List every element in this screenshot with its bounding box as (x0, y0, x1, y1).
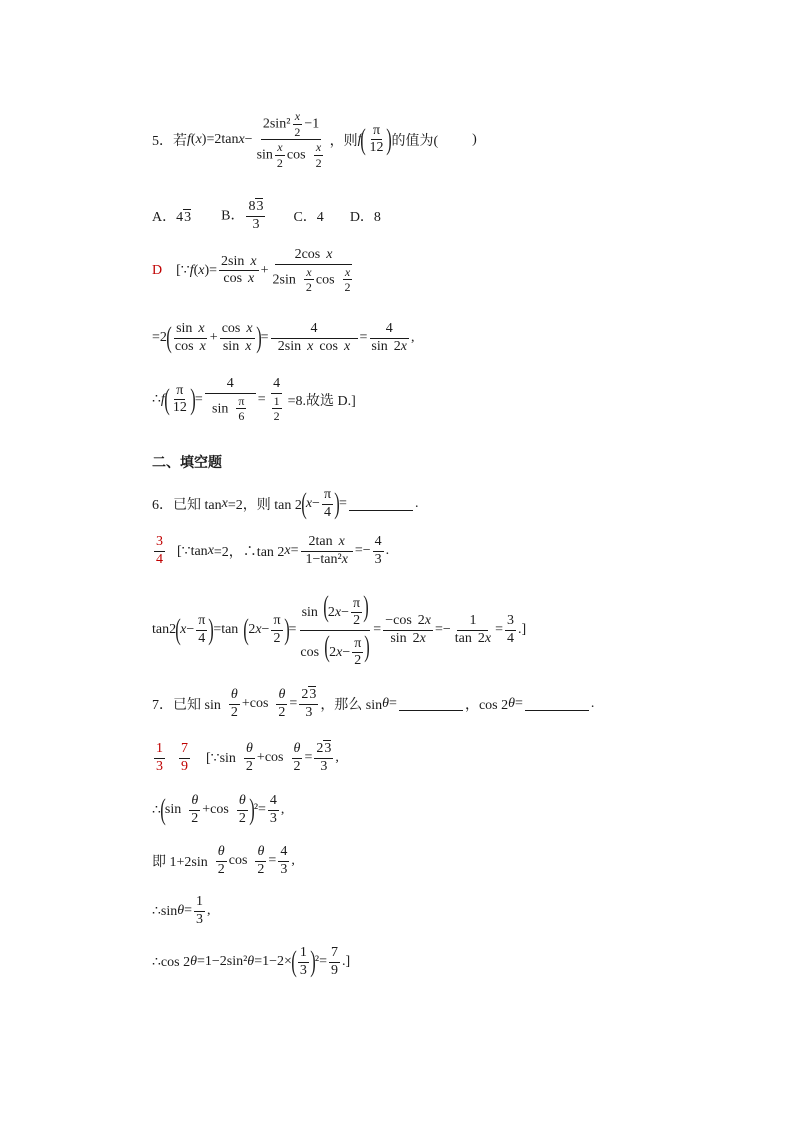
q7-answer-2: $\frac{7}{9}$ (181, 741, 188, 774)
q5-solution-line2: =2 ( $\frac{\text{sin x}}{\text{cos x}}$ + $\frac{\text{cos x}}{\text{sin x}}$ ) = $\frac{4}{\text{2sin x cos x}}$ = $\frac{4}{\sin 2x}$ , (152, 321, 415, 355)
q5-answer: D (152, 262, 163, 278)
q7-stem: 7．已知 sin $\frac{\theta}{2}$ +cos $\frac{\theta}{2}$ = $\frac{23}{3}$ ，那么 sin θ = ，cos 2 θ = . (152, 687, 595, 720)
section-heading (152, 452, 222, 472)
option-d: D．8 (349, 210, 381, 226)
option-b: B． $\frac{83}{3}$ (221, 199, 264, 232)
q6-solution-line2: tan2 ( x − $\frac{\pi}{4}$ ) =tan ( 2 x − $\frac{\pi}{2}$ ) = sin (2x− $\frac{\pi}{2}$ ) cos (2x− $\frac{\pi}{2}$ ) = $\frac{-\cos 2x}{\sin 2x}$ =− $\frac{1}{\tan 2x}$ = $\frac{3}{4}$ .] (152, 590, 527, 669)
q7-solution-line1: $\frac{1}{3}$ $\frac{7}{9}$ [∵sin $\frac{\theta}{2}$ +cos $\frac{\theta}{2}$ = $\frac{23}{3}$ , (156, 741, 339, 774)
q6-stem: 6．已知 tan x =2，则 tan 2 ( x − $\frac{\pi}{4}$ ) = . (152, 487, 419, 521)
q5-fx: f (187, 131, 191, 147)
q5-text: 5．若 (152, 133, 187, 149)
q5-options (152, 200, 381, 232)
q6-solution-line1: $\frac{3}{4}$ [∵tan x =2，∴tan 2 x = $\frac{\text{2tan x}}{\text{1−tan²x}}$ =− $\frac{4}{3}$ . (156, 534, 390, 567)
q7-solution-line2: ∴ ( sin $\frac{\theta}{2}$ +cos $\frac{\theta}{2}$ ) ²= $\frac{4}{3}$ , (152, 793, 285, 827)
q5-fraction: 2sin² $\frac{x}{2}$ −1 sin $\frac{x}{2}$ cos $\frac{x}{2}$ (256, 109, 322, 170)
q6-answer: $\frac{3}{4}$ (156, 534, 163, 567)
section-title: 二、填空题 (152, 454, 222, 470)
q5-solution-line3: ∴ f ( $\frac{\pi}{12}$ ) = 4 sin $\frac{\pi}{6}$ = $\frac{4}{\frac{1}{2}}$ =8.故选 D.] (152, 376, 356, 424)
q7-blank-2 (525, 698, 589, 711)
q7-blank-1 (399, 698, 463, 711)
q5-solution-line1: D [∵ f ( x )= $\frac{\text{2sin x}}{\text{cos x}}$ + 2cos x 2sin $\frac{x}{2}$ cos $\frac{x}{2}$ (152, 247, 351, 295)
option-a: A．43 (152, 210, 192, 226)
q7-solution-line3: 即 1+2sin $\frac{\theta}{2}$ cos $\frac{\theta}{2}$ = $\frac{4}{3}$ , (152, 844, 295, 877)
q6-blank (349, 498, 413, 511)
text-source: 5. (0, 0, 1, 1)
option-c: C．4 (293, 210, 324, 226)
q7-solution-line5: ∴cos 2 θ =1−2sin² θ =1−2× ( $\frac{1}{3}$ ) ²= $\frac{7}{9}$ .] (152, 945, 351, 979)
q7-solution-line4: ∴sin θ = $\frac{1}{3}$ , (152, 894, 211, 927)
q7-answer-1: $\frac{1}{3}$ (156, 741, 163, 774)
q5-stem: 5．若 f ( x )=2tan x − 2sin² $\frac{x}{2}$ −1 sin $\frac{x}{2}$ cos $\frac{x}{2}$ ，则 f ( $\frac{\pi}{12}$ ) 的值为( ) (152, 109, 477, 170)
